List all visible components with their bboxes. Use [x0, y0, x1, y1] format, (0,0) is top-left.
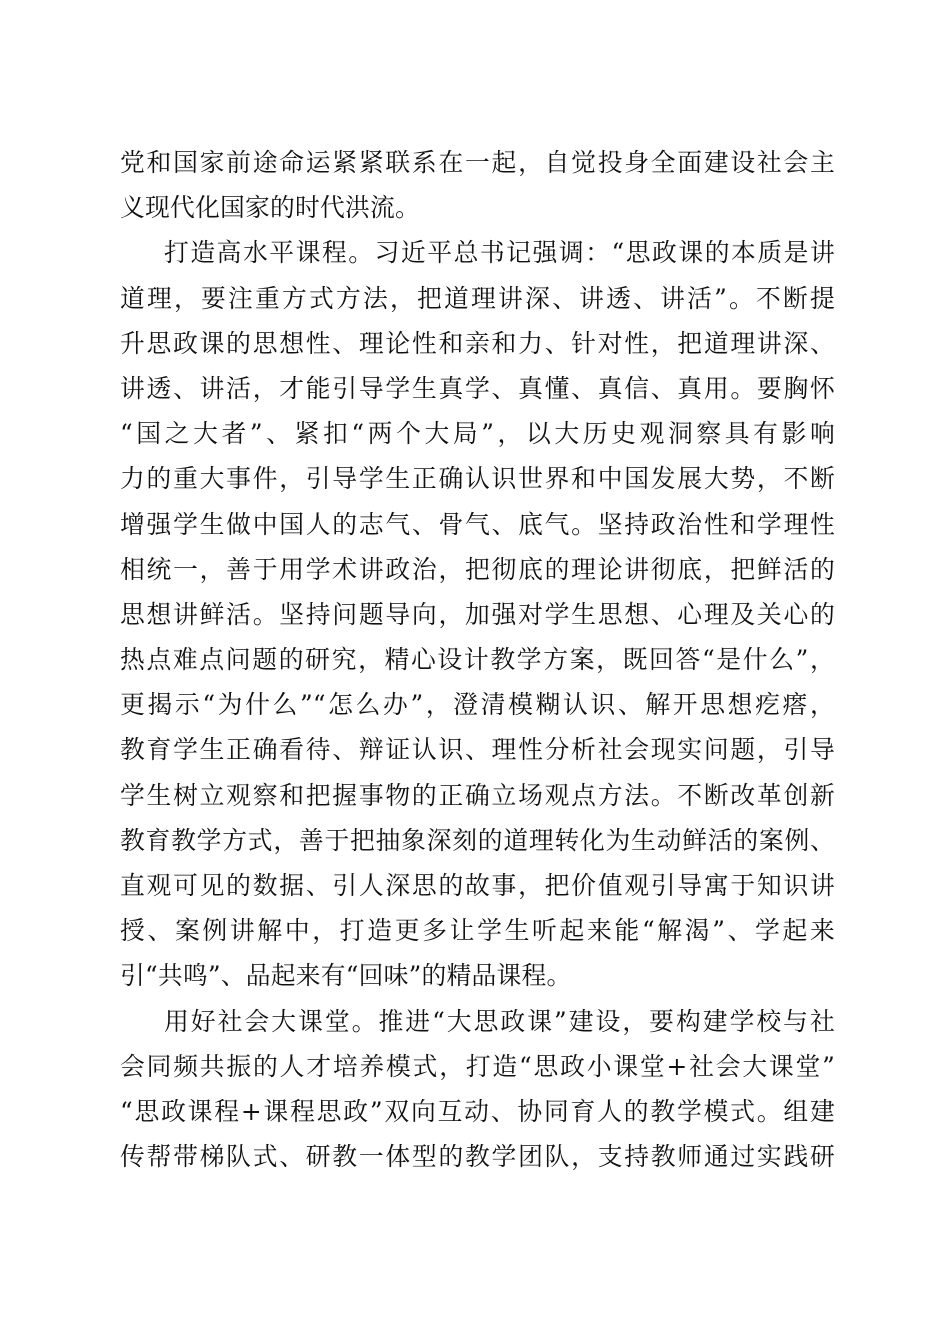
text-line: 学生树立观察和把握事物的正确立场观点方法。不断改革创新	[120, 780, 835, 810]
text-line: “国之大者”、紧扣“两个大局”，以大历史观洞察具有影响	[120, 419, 835, 449]
text-line: 直观可见的数据、引人深思的故事，把价值观引导寓于知识讲	[120, 871, 835, 900]
text-line: 道理，要注重方式方法，把道理讲深、讲透、讲活”。不断提	[120, 283, 835, 313]
text-line: 教育学生正确看待、辩证认识、理性分析社会现实问题，引导	[120, 735, 835, 765]
text-line: 会同频共振的人才培养模式，打造“思政小课堂+社会大课堂”	[120, 1051, 835, 1081]
text-line: 传帮带梯队式、研教一体型的教学团队，支持教师通过实践研	[120, 1142, 835, 1172]
text-line: 讲透、讲活，才能引导学生真学、真懂、真信、真用。要胸怀	[120, 373, 835, 403]
text-line: 相统一，善于用学术讲政治，把彻底的理论讲彻底，把鲜活的	[120, 554, 835, 584]
text-line: 党和国家前途命运紧紧联系在一起，自觉投身全面建设社会主	[120, 148, 835, 177]
text-line: 热点难点问题的研究，精心设计教学方案，既回答“是什么”，	[120, 645, 835, 675]
paragraph-start-line: 用好社会大课堂。推进“大思政课”建设，要构建学校与社	[164, 1006, 835, 1036]
text-line: 授、案例讲解中，打造更多让学生听起来能“解渴”、学起来	[120, 916, 835, 946]
text-line: 增强学生做中国人的志气、骨气、底气。坚持政治性和学理性	[120, 509, 835, 539]
text-line: 思想讲鲜活。坚持问题导向，加强对学生思想、心理及关心的	[120, 599, 835, 629]
text-line: 力的重大事件，引导学生正确认识世界和中国发展大势，不断	[120, 464, 835, 494]
paragraph-start-line: 打造高水平课程。习近平总书记强调：“思政课的本质是讲	[164, 238, 835, 268]
text-line: 教育教学方式，善于把抽象深刻的道理转化为生动鲜活的案例、	[120, 825, 835, 855]
text-line: 引“共鸣”、品起来有“回味”的精品课程。	[120, 961, 572, 991]
body-text	[120, 140, 835, 1179]
text-line: 更揭示“为什么”“怎么办”，澄清模糊认识、解开思想疙瘩，	[120, 690, 835, 720]
text-line: 义现代化国家的时代洪流。	[120, 193, 420, 223]
text-line: “思政课程+课程思政”双向互动、协同育人的教学模式。组建	[120, 1096, 835, 1126]
text-line: 升思政课的思想性、理论性和亲和力、针对性，把道理讲深、	[120, 328, 835, 358]
